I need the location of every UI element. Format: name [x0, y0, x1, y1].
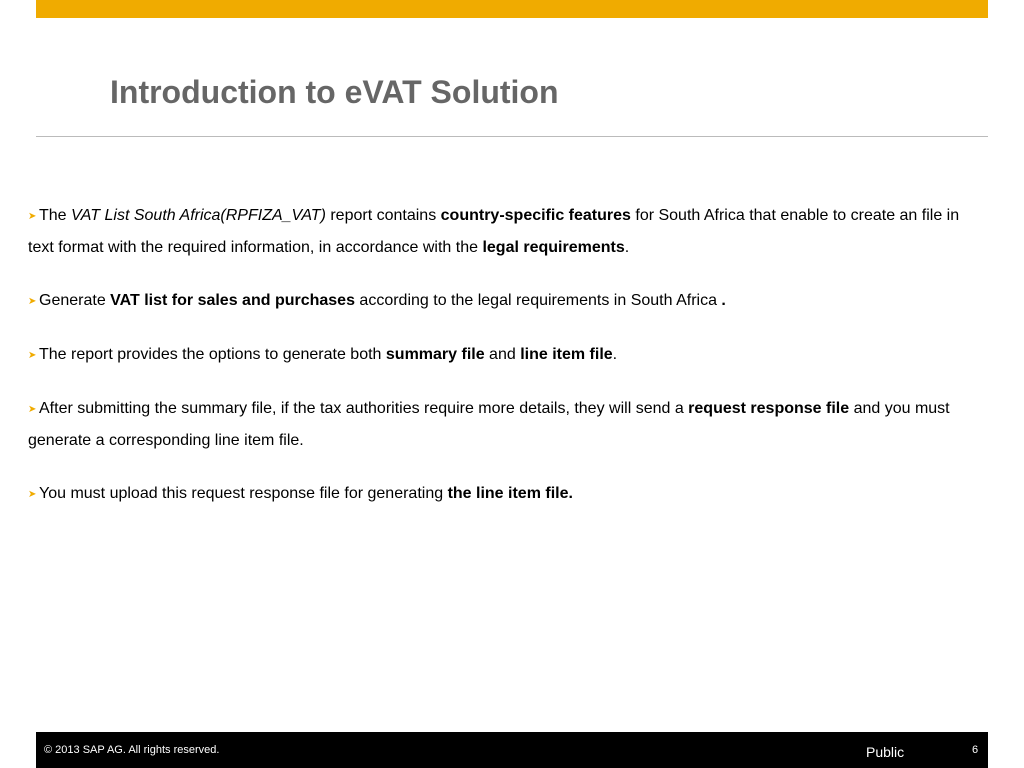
- bullet-text-normal: for South Africa that enable to create an file in text format with the required information, in accordance with the: [28, 207, 960, 256]
- arrow-bullet-icon: ➤: [28, 296, 37, 307]
- arrow-bullet-icon: ➤: [28, 211, 37, 222]
- bullet-text-bold: legal requirements: [482, 239, 625, 256]
- bullet-text-bold: the line item file.: [447, 485, 573, 502]
- slide-title: Introduction to eVAT Solution: [110, 74, 559, 110]
- arrow-bullet-icon: ➤: [28, 489, 37, 500]
- accent-bar: [36, 0, 988, 18]
- bullet-text-normal: You must upload this request response file for generating: [39, 485, 448, 502]
- bullet-text-normal: report contains: [325, 207, 441, 224]
- bullet-text-normal: and: [484, 346, 521, 363]
- copyright-notice: © 2013 SAP AG. All rights reserved.: [44, 744, 220, 756]
- bullet-item: [28, 393, 988, 456]
- bullet-text-normal: The: [39, 207, 72, 224]
- bullet-text-bold: request response file: [688, 400, 850, 417]
- bullet-item: [28, 285, 988, 317]
- bullet-text-normal: The report provides the options to generate both: [39, 346, 386, 363]
- bullet-text-bold: .: [721, 292, 726, 309]
- footer-bar: [36, 732, 988, 768]
- bullet-text-normal: Generate: [39, 292, 111, 309]
- bullet-item: [28, 478, 988, 510]
- bullet-text-normal: .: [624, 239, 630, 256]
- bullet-text-normal: After submitting the summary file, if the tax authorities require more details, they will send a: [39, 400, 689, 417]
- classification-label: Public: [866, 744, 905, 760]
- arrow-bullet-icon: ➤: [28, 350, 37, 361]
- bullet-text-bold: summary file: [385, 346, 485, 363]
- bullet-text-normal: .: [612, 346, 618, 363]
- bullet-text-bold: line item file: [520, 346, 613, 363]
- report-name: VAT List South Africa(RPFIZA_VAT): [71, 207, 326, 224]
- bullet-text-bold: country-specific features: [440, 207, 631, 224]
- bullet-list: [28, 200, 988, 532]
- bullet-item: [28, 339, 988, 371]
- bullet-text-bold: VAT list for sales and purchases: [110, 292, 355, 309]
- page-number: 6: [972, 744, 979, 756]
- bullet-text-normal: according to the legal requirements in South Africa: [354, 292, 722, 309]
- arrow-bullet-icon: ➤: [28, 404, 37, 415]
- bullet-text-normal: and you must generate a corresponding line item file.: [28, 400, 950, 449]
- title-divider: [36, 136, 988, 137]
- bullet-item: [28, 200, 988, 263]
